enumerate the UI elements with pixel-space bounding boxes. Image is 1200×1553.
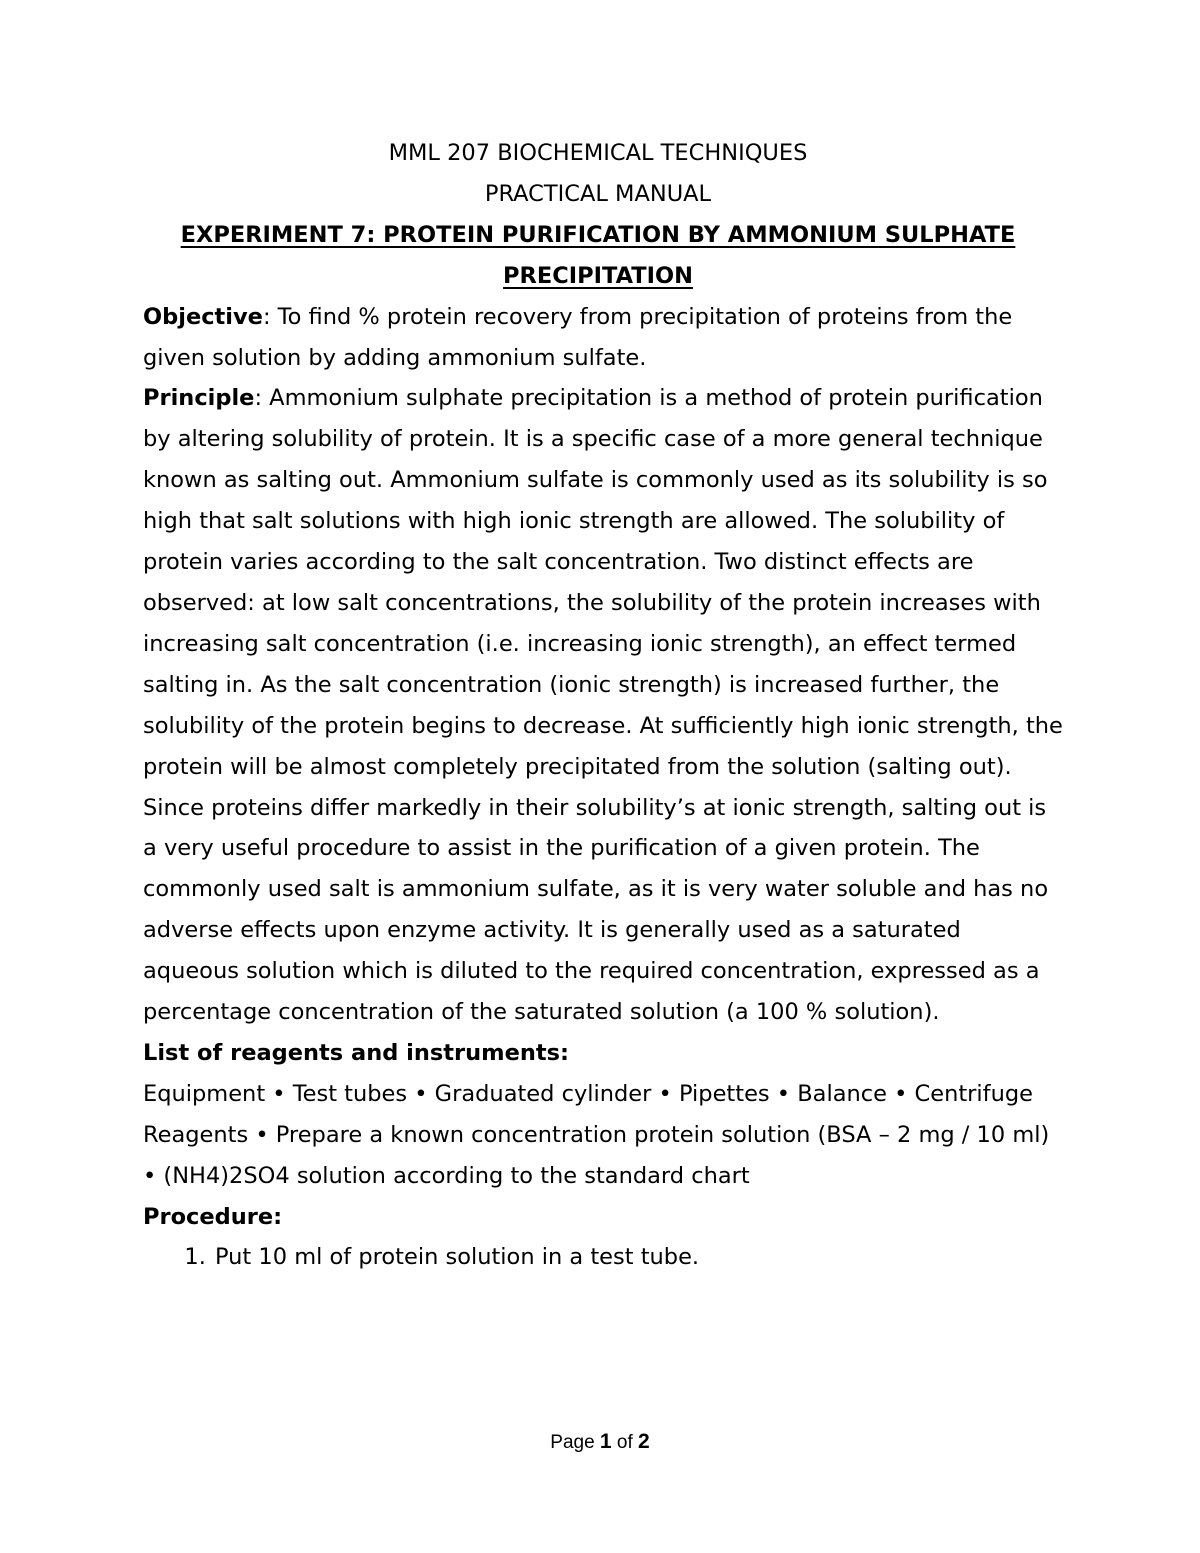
page-total: 2 [638, 1430, 650, 1453]
procedure-step: 1. Put 10 ml of protein solution in a test tube. [213, 1237, 1063, 1278]
equipment-list: Equipment • Test tubes • Graduated cylinder • Pipettes • Balance • Centrifuge [143, 1080, 1033, 1107]
manual-title: PRACTICAL MANUAL [484, 180, 712, 207]
objective-paragraph [143, 297, 1063, 379]
procedure-list [143, 1237, 1063, 1278]
procedure-heading: Procedure: [143, 1203, 283, 1230]
reagents-list: Reagents • Prepare a known concentration protein solution (BSA – 2 mg / 10 ml) • (NH4)2SO4 solution according to the standard chart [143, 1121, 1050, 1189]
experiment-title: EXPERIMENT 7: PROTEIN PURIFICATION BY AMMONIUM SULPHATE PRECIPITATION [180, 221, 1016, 289]
principle-paragraph [143, 378, 1063, 1033]
document-body [143, 133, 1063, 1278]
principle-text: : Ammonium sulphate precipitation is a method of protein purification by altering solubility of protein. It is a specific case of a more general technique known as salting out. Ammonium sulfate is commonly used as its solubility is so high that salt solutions with high ionic strength are allowed. The solubility of protein varies according to the salt concentration. Two distinct effects are observed: at low salt concentrations, the solubility of the protein increases with increasing salt concentration (i.e. increasing ionic strength), an effect termed salting in. As the salt concentration (ionic strength) is increased further, the solubility of the protein begins to decrease. At sufficiently high ionic strength, the protein will be almost completely precipitated from the solution (salting out). Since proteins differ markedly in their solubility’s at ionic strength, salting out is a very useful procedure to assist in the purification of a given protein. The commonly used salt is ammonium sulfate, as it is very water soluble and has no adverse effects upon enzyme activity. It is generally used as a saturated aqueous solution which is diluted to the required concentration, expressed as a percentage concentration of the saturated solution (a 100 % solution). [143, 385, 1063, 1026]
principle-label: Principle [143, 385, 255, 412]
objective-label: Objective [143, 303, 263, 330]
of-word: of [616, 1432, 633, 1453]
page-word: Page [550, 1432, 595, 1453]
objective-text: : To find % protein recovery from precipitation of proteins from the given solution by adding ammonium sulfate. [143, 303, 1013, 371]
course-title: MML 207 BIOCHEMICAL TECHNIQUES [388, 140, 808, 166]
reagents-heading: List of reagents and instruments: [143, 1039, 570, 1066]
page-current: 1 [599, 1430, 612, 1453]
page-footer [0, 1430, 1200, 1454]
